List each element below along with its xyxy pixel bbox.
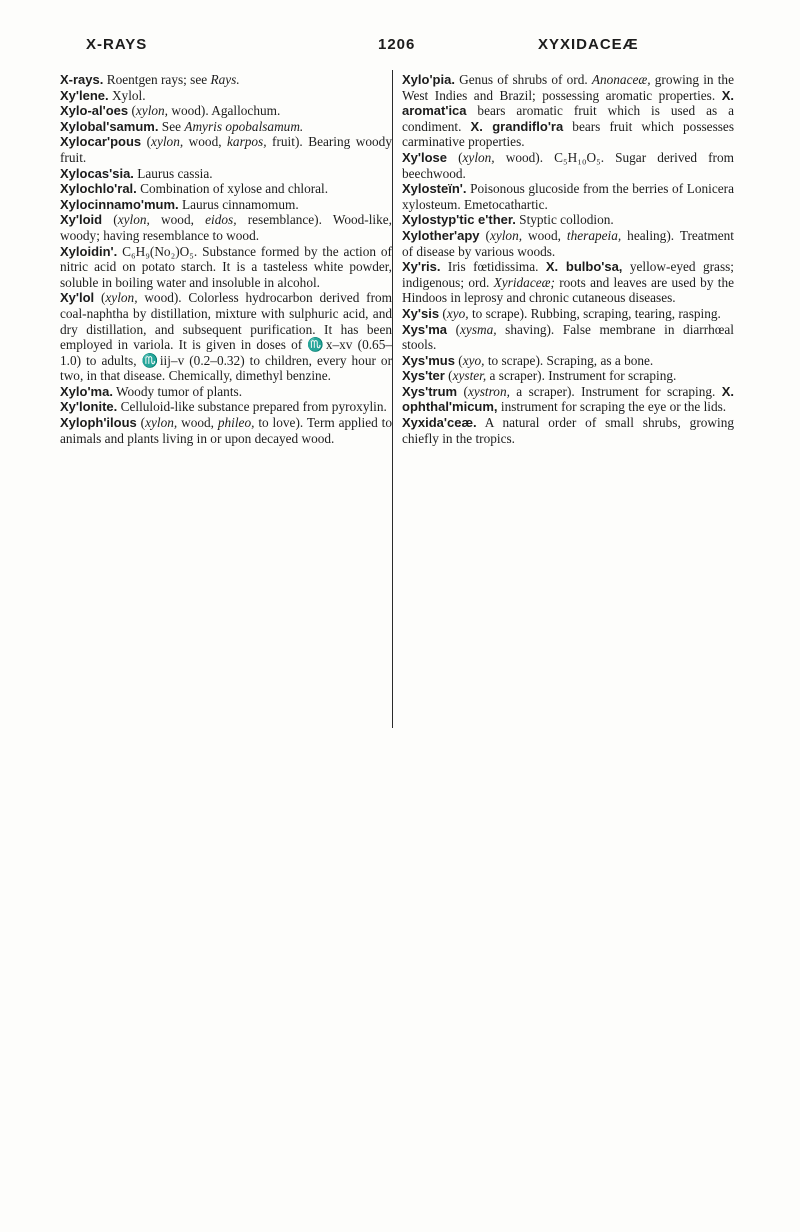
dictionary-entry — [402, 306, 734, 322]
entry-italic: xylon, — [135, 103, 169, 119]
entry-text: ( — [444, 368, 453, 384]
entry-text: a scraper). Instrument for scraping. — [486, 368, 677, 384]
entry-italic: xyo, — [446, 305, 469, 321]
dictionary-entry — [60, 197, 392, 213]
dictionary-entry — [60, 384, 392, 400]
entry-text: ( — [447, 149, 463, 165]
dictionary-entry — [60, 415, 392, 446]
entry-headword: Xylo'pia. — [402, 72, 455, 87]
dictionary-entry — [402, 181, 734, 212]
entry-headword: Xy'sis — [402, 305, 440, 321]
entry-text: Celluloid-like substance prepared from pyroxylin. — [117, 399, 387, 415]
entry-headword: Xylother'apy — [402, 227, 480, 243]
entry-headword: Xyloph'ilous — [60, 415, 137, 431]
dictionary-entry — [60, 290, 392, 384]
entry-text: to love). Term applied to animals and plants living in or upon decayed wood. — [60, 415, 392, 446]
entry-text: to scrape). Rubbing, scraping, tearing, rasping. — [468, 305, 721, 321]
entry-text: C₆H₉(No₂)O₅. Substance formed by the action of nitric acid on potato starch. It is a tasteless white powder, soluble in boiling water and insoluble in alcohol. — [60, 243, 392, 290]
dictionary-entry — [60, 399, 392, 415]
running-head-left: X-RAYS — [86, 36, 148, 53]
left-column — [60, 72, 392, 446]
entry-headword: Xylochlo'ral. — [60, 181, 137, 197]
dictionary-entry — [60, 244, 392, 291]
entry-headword: Xylocinnamo'mum. — [60, 196, 179, 212]
entry-headword: Xys'trum — [402, 383, 458, 399]
entry-text: instrument for scraping the eye or the lids. — [497, 399, 727, 415]
entry-headword: Xylosteïn'. — [402, 181, 467, 197]
entry-headword: Xylocas'sia. — [60, 165, 134, 181]
entry-headword: Xy'ris. — [402, 259, 441, 275]
dictionary-entry — [60, 166, 392, 182]
entry-text: ( — [94, 290, 106, 306]
entry-text: healing). Treatment of disease by various woods. — [402, 227, 734, 259]
entry-headword: Xylo'ma. — [60, 383, 113, 399]
dictionary-entry — [402, 384, 734, 415]
entry-headword: X. grandiflo'ra — [470, 118, 564, 134]
column-divider — [392, 70, 393, 728]
entry-headword: Xy'loid — [60, 212, 103, 228]
entry-text: roots and leaves are used by the Hindoos in leprosy and chronic cutaneous diseases. — [402, 274, 734, 306]
dictionary-entry — [60, 88, 392, 104]
entry-headword: Xy'lene. — [60, 87, 109, 103]
entry-headword: Xylo-al'oes — [60, 103, 129, 119]
dictionary-entry — [402, 353, 734, 369]
entry-italic: xylon, — [117, 212, 150, 228]
entry-italic: eidos, — [205, 212, 237, 228]
running-head-right: XYXIDACEÆ — [538, 36, 639, 53]
dictionary-entry — [402, 150, 734, 181]
entry-italic: xylon, — [151, 134, 184, 150]
entry-headword: X. aromat'ica — [402, 87, 734, 119]
entry-headword: Xyxida'ceæ. — [402, 415, 477, 431]
entry-text: ( — [457, 383, 468, 399]
entry-headword: Xyloidin'. — [60, 243, 118, 259]
entry-text: Genus of shrubs of ord. — [454, 72, 592, 87]
entry-italic: Rays. — [210, 72, 240, 87]
dictionary-entry — [402, 259, 734, 306]
entry-text: Combination of xylose and chloral. — [136, 181, 329, 197]
entry-text: See — [158, 118, 185, 134]
entry-italic: xysma, — [460, 321, 497, 337]
entry-italic: phileo, — [217, 415, 255, 431]
entry-text: yellow-eyed grass; indigenous; ord. — [402, 259, 735, 290]
entry-italic: xyo, — [462, 352, 485, 368]
entry-text: resemblance). Wood-like, woody; having resemblance to wood. — [60, 212, 392, 243]
entry-text: ( — [454, 352, 463, 368]
entry-text: wood, — [177, 415, 218, 431]
entry-text: ( — [141, 134, 152, 150]
entry-italic: xyster, — [452, 368, 487, 384]
entry-text: ( — [136, 415, 146, 431]
dictionary-entry — [402, 212, 734, 228]
entry-italic: therapeia, — [566, 227, 622, 243]
dictionary-entry — [60, 72, 392, 88]
dictionary-entry — [60, 212, 392, 243]
dictionary-entry — [402, 72, 734, 150]
entry-headword: Xy'lose — [402, 149, 448, 165]
entry-italic: xystron, — [467, 383, 510, 399]
dictionary-entry — [402, 415, 734, 446]
entry-text: shaving). False membrane in diarrhœal stools. — [402, 321, 734, 353]
dictionary-entry — [60, 181, 392, 197]
entry-italic: Amyris opobalsamum. — [184, 118, 304, 134]
entry-text: Woody tumor of plants. — [112, 383, 243, 399]
entry-text: ( — [479, 227, 490, 243]
entry-text: ( — [102, 212, 118, 228]
entry-italic: Xyridaceæ; — [493, 274, 555, 290]
entry-headword: X. ophthal'micum, — [402, 383, 734, 415]
entry-italic: xylon, — [145, 415, 178, 431]
entry-headword: X. bulbo'sa, — [545, 259, 623, 275]
entry-text: growing in the West Indies and Brazil; possessing aromatic properties. — [402, 72, 734, 103]
entry-text: wood, — [183, 134, 228, 150]
entry-headword: Xy'lonite. — [60, 399, 118, 415]
entry-text: wood). Colorless hydrocarbon derived from coal-naphtha by distillation, mixture with sulphuric acid, and dry distillation, and subsequent purification. It has been employed in variola. It is given in doses of ♏x–xv (0.65–1.0) to adults, ♏iij–v (0.2–0.32) to children, every hour or two, in that disease. Chemically, dimethyl benzine. — [60, 290, 392, 384]
entry-text: ( — [447, 321, 461, 337]
entry-headword: Xylostyp'tic e'ther. — [402, 212, 516, 228]
entry-text: bears fruit which possesses carminative properties. — [402, 118, 734, 150]
entry-headword: Xys'ter — [402, 368, 445, 384]
entry-text: Styptic collodion. — [515, 212, 614, 228]
entry-text: fruit). Bearing woody fruit. — [60, 134, 392, 165]
entry-headword: Xylocar'pous — [60, 134, 142, 150]
dictionary-entry — [402, 368, 734, 384]
entry-text: wood). C₅H₁₀O₅. Sugar derived from beechwood. — [402, 149, 734, 181]
running-head — [60, 36, 750, 58]
dictionary-entry — [60, 119, 392, 135]
entry-headword: Xylobal'samum. — [60, 118, 159, 134]
entry-text: Laurus cassia. — [133, 165, 213, 181]
entry-headword: Xys'ma — [402, 321, 448, 337]
entry-text: wood, — [522, 227, 567, 243]
entry-text: Poisonous glucoside from the berries of Lonicera xylosteum. Emetocathartic. — [402, 181, 734, 212]
entry-text: bears aromatic fruit which is used as a condiment. — [402, 103, 734, 134]
entry-text: Roentgen rays; see — [103, 72, 211, 87]
page-number: 1206 — [378, 36, 416, 53]
entry-text: to scrape). Scraping, as a bone. — [484, 352, 654, 368]
dictionary-entry — [402, 322, 734, 353]
entry-text: wood, — [149, 212, 206, 228]
entry-headword: Xy'lol — [60, 290, 95, 306]
right-column — [402, 72, 734, 446]
dictionary-entry — [60, 134, 392, 165]
dictionary-entry — [60, 103, 392, 119]
entry-text: a scraper). Instrument for scraping. — [509, 383, 722, 399]
dictionary-entry — [402, 228, 734, 259]
entry-text: ( — [128, 103, 136, 119]
entry-italic: xylon, — [462, 149, 495, 165]
entry-headword: X-rays. — [60, 72, 104, 87]
entry-text: Xylol. — [108, 87, 146, 103]
entry-text: wood). Agallochum. — [168, 103, 281, 119]
entry-headword: Xys'mus — [402, 352, 455, 368]
entry-text: A natural order of small shrubs, growing chiefly in the tropics. — [402, 415, 734, 446]
entry-text: Laurus cinnamomum. — [178, 196, 299, 212]
entry-italic: xylon, — [105, 290, 138, 306]
entry-italic: Anonaceæ, — [591, 72, 651, 87]
entry-italic: xylon, — [489, 227, 523, 243]
entry-text: ( — [439, 305, 447, 321]
entry-text: Iris fœtidissima. — [440, 259, 546, 275]
entry-italic: karpos, — [227, 134, 267, 150]
